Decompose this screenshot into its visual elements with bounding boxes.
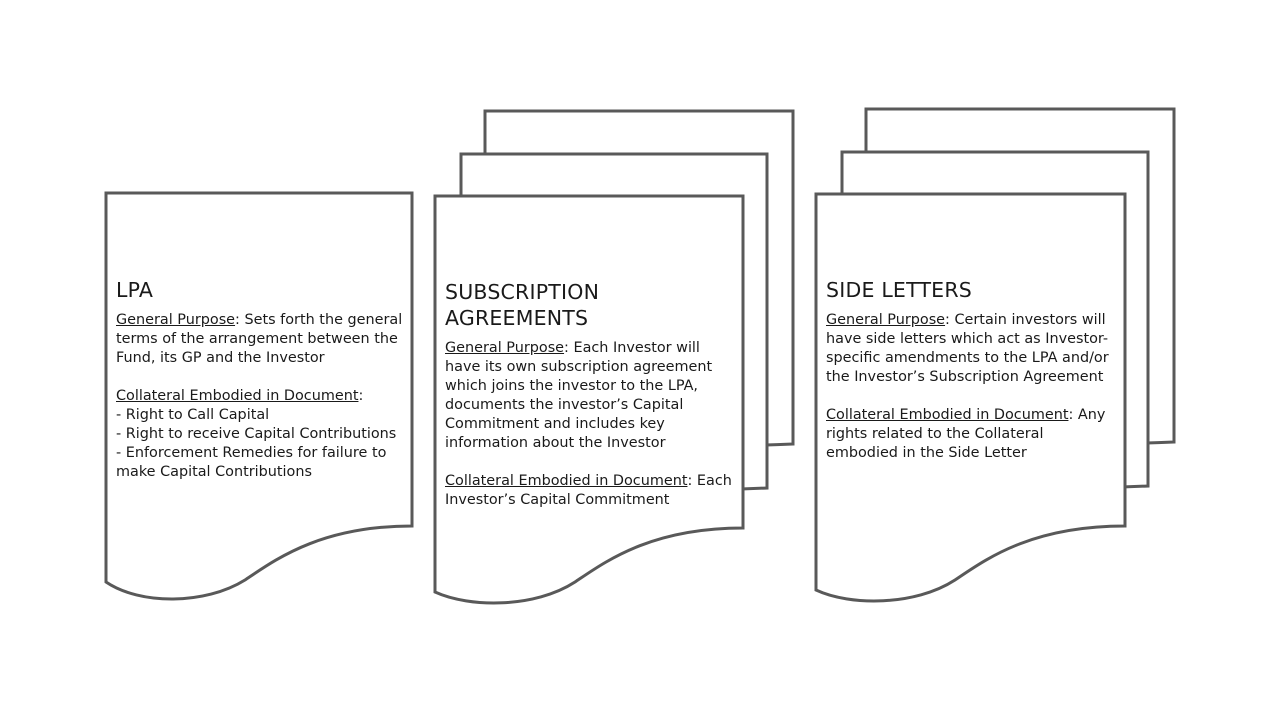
lpa-collateral-label: Collateral Embodied in Document	[116, 388, 359, 404]
subscription-general-purpose: General Purpose: Each Investor will have its own subscription agreement which joins the investor to the LPA, documents the investor’s Capital Commitment and includes key information about the Investor	[445, 340, 713, 451]
lpa-title: LPA	[116, 278, 154, 302]
side-letters-document	[826, 277, 1118, 463]
lpa-bullet-call-capital: - Right to Call Capital	[116, 407, 270, 423]
lpa-general-purpose: General Purpose: Sets forth the general terms of the arrangement between the Fund, its GP and the Investor	[116, 312, 403, 366]
lpa-collateral	[116, 387, 408, 482]
lpa-bullet-enforcement-remedies: - Enforcement Remedies for failure to make Capital Contributions	[116, 445, 387, 480]
subscription-purpose-label: General Purpose	[445, 340, 565, 356]
subscription-purpose-text: Each Investor will have its own subscription agreement which joins the investor to the LPA, documents the investor’s Capital Commitment and includes key information about the Investor	[445, 340, 713, 451]
subscription-collateral-text: Each Investor’s Capital Commitment	[445, 473, 732, 508]
side-letters-collateral: Collateral Embodied in Document: Any rights related to the Collateral embodied in the Side Letter	[826, 407, 1106, 461]
subscription-collateral-label: Collateral Embodied in Document	[445, 473, 688, 489]
subscription-collateral: Collateral Embodied in Document: Each Investor’s Capital Commitment	[445, 473, 732, 508]
lpa-purpose-label: General Purpose	[116, 312, 236, 328]
lpa-collateral-text: :	[358, 388, 364, 404]
side-letters-purpose-label: General Purpose	[826, 312, 946, 328]
lpa-bullet-receive-contributions: - Right to receive Capital Contributions	[116, 426, 397, 442]
subscription-document	[445, 279, 737, 510]
side-letters-purpose-text: Certain investors will have side letters which act as Investor-specific amendments to the LPA and/or the Investor’s Subscription Agreement	[826, 312, 1109, 385]
subscription-title: SUBSCRIPTION AGREEMENTS	[445, 280, 600, 330]
side-letters-collateral-text: Any rights related to the Collateral embodied in the Side Letter	[826, 407, 1106, 461]
side-letters-title: SIDE LETTERS	[826, 278, 972, 302]
lpa-purpose-text: Sets forth the general terms of the arrangement between the Fund, its GP and the Investor	[116, 312, 403, 366]
side-letters-collateral-label: Collateral Embodied in Document	[826, 407, 1069, 423]
side-letters-general-purpose: General Purpose: Certain investors will have side letters which act as Investor-specific amendments to the LPA and/or the Investor’s Subscription Agreement	[826, 312, 1109, 385]
lpa-document	[116, 277, 408, 482]
